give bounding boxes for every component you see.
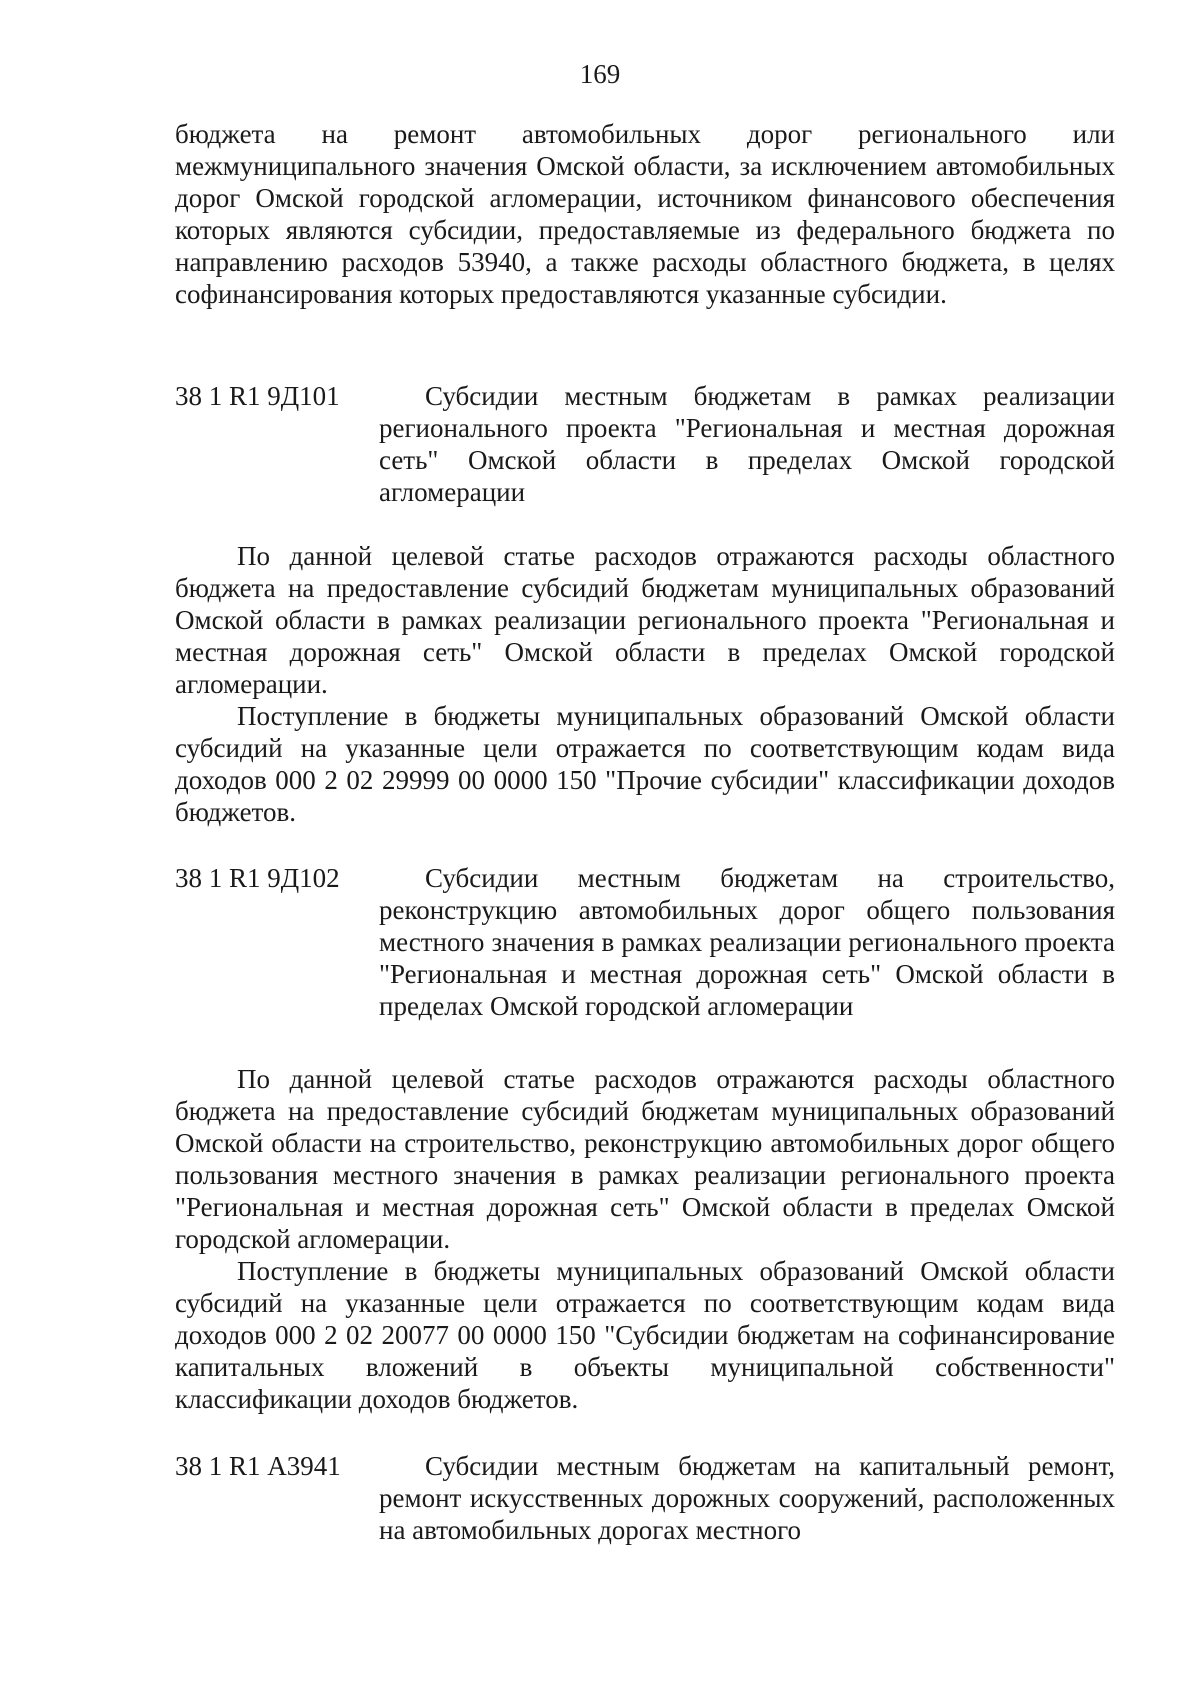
intro-section bbox=[175, 118, 1115, 310]
entry-9d101-description bbox=[175, 540, 1115, 828]
entry-title: Субсидии местным бюджетам в рамках реализации регионального проекта "Региональная и местная дорожная сеть" Омской области в пределах Омской городской агломерации bbox=[379, 381, 1115, 507]
description-paragraph: Поступление в бюджеты муниципальных образований Омской области субсидий на указанные цели отражается по соответствующим кодам вида доходов 000 2 02 29999 00 0000 150 "Прочие субсидии" классификации доходов бюджетов. bbox=[175, 701, 1115, 827]
entry-9d102-description bbox=[175, 1063, 1115, 1415]
entry-code: 38 1 R1 А3941 bbox=[175, 1451, 341, 1481]
intro-paragraph: бюджета на ремонт автомобильных дорог регионального или межмуниципального значения Омской области, за исключением автомобильных дорог Омской городской агломерации, источником финансового обеспечения которых являются субсидии, предоставляемые из федерального бюджета по направлению расходов 53940, а также расходы областного бюджета, в целях софинансирования которых предоставляются указанные субсидии. bbox=[175, 119, 1115, 309]
description-paragraph: Поступление в бюджеты муниципальных образований Омской области субсидий на указанные цели отражается по соответствующим кодам вида доходов 000 2 02 20077 00 0000 150 "Субсидии бюджетам на софинансирование капитальных вложений в объекты муниципальной собственности" классификации доходов бюджетов. bbox=[175, 1256, 1115, 1414]
description-paragraph: По данной целевой статье расходов отражаются расходы областного бюджета на предоставление субсидий бюджетам муниципальных образований Омской области в рамках реализации регионального проекта "Региональная и местная дорожная сеть" Омской области в пределах Омской городской агломерации. bbox=[175, 541, 1115, 699]
description-paragraph: По данной целевой статье расходов отражаются расходы областного бюджета на предоставление субсидий бюджетам муниципальных образований Омской области на строительство, реконструкцию автомобильных дорог общего пользования местного значения в рамках реализации регионального проекта "Региональная и местная дорожная сеть" Омской области в пределах Омской городской агломерации. bbox=[175, 1064, 1115, 1254]
page-number: 169 bbox=[579, 59, 621, 89]
entry-code: 38 1 R1 9Д101 bbox=[175, 381, 340, 411]
entry-title: Субсидии местным бюджетам на капитальный ремонт, ремонт искусственных дорожных сооружений, расположенных на автомобильных дорогах местного bbox=[379, 1451, 1115, 1545]
entry-code: 38 1 R1 9Д102 bbox=[175, 863, 340, 893]
entry-title: Субсидии местным бюджетам на строительство, реконструкцию автомобильных дорог общего пользования местного значения в рамках реализации регионального проекта "Региональная и местная дорожная сеть" Омской области в пределах Омской городской агломерации bbox=[379, 863, 1115, 1021]
